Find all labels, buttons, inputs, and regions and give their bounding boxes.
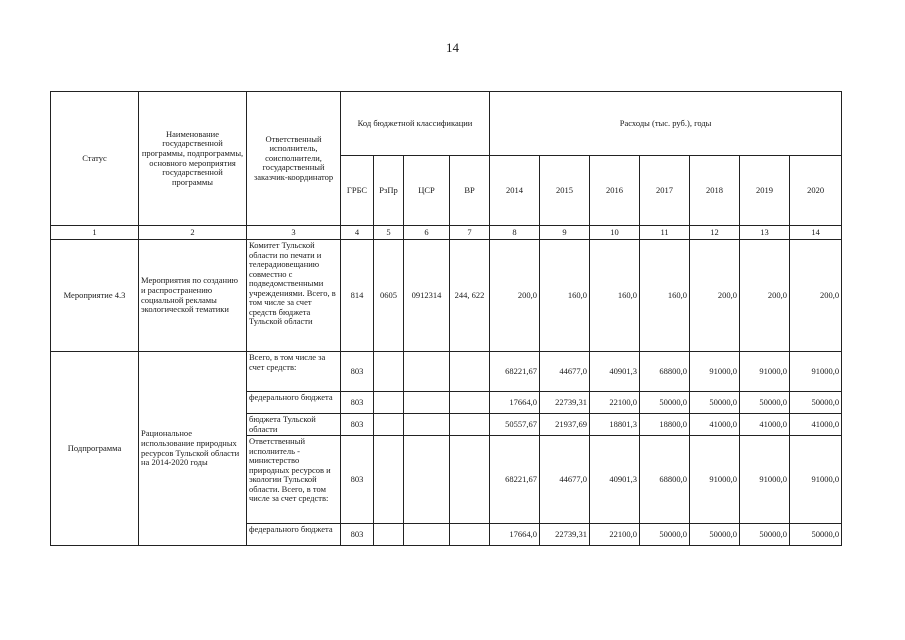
column-number: 6: [404, 226, 450, 240]
empty-cell: [374, 392, 404, 414]
budget-table: [50, 91, 842, 546]
row-value: 50000,0: [640, 524, 690, 546]
column-number: 12: [690, 226, 740, 240]
row-value: 160,0: [590, 240, 640, 352]
header-program-name: Наименование государственной программы, подпрограммы, основного мероприятия государственной программы: [139, 92, 247, 226]
empty-cell: [450, 436, 490, 524]
row-value: 17664,0: [490, 524, 540, 546]
row-value: 41000,0: [790, 414, 842, 436]
row-value: 41000,0: [740, 414, 790, 436]
row-value: 91000,0: [740, 436, 790, 524]
empty-cell: [404, 524, 450, 546]
row-executor: федерального бюджета: [247, 392, 341, 414]
row-executor: федерального бюджета: [247, 524, 341, 546]
header-year: 2018: [690, 156, 740, 226]
empty-cell: [450, 392, 490, 414]
empty-cell: [374, 436, 404, 524]
column-number: 4: [341, 226, 374, 240]
row-value: 50000,0: [690, 392, 740, 414]
column-number: 14: [790, 226, 842, 240]
empty-cell: [404, 392, 450, 414]
empty-cell: [404, 352, 450, 392]
column-number: 8: [490, 226, 540, 240]
row-value: 91000,0: [790, 436, 842, 524]
header-year: 2016: [590, 156, 640, 226]
row-value: 200,0: [740, 240, 790, 352]
row-grbs: 803: [341, 352, 374, 392]
row-grbs: 814: [341, 240, 374, 352]
header-year: 2015: [540, 156, 590, 226]
row-value: 41000,0: [690, 414, 740, 436]
column-number: 5: [374, 226, 404, 240]
table-row: [51, 240, 842, 352]
row-value: 68221,67: [490, 352, 540, 392]
header-year: 2014: [490, 156, 540, 226]
row-grbs: 803: [341, 524, 374, 546]
header-budget-code-group: Код бюджетной классификации: [341, 92, 490, 156]
row-executor: бюджета Тульской области: [247, 414, 341, 436]
row-value: 50000,0: [690, 524, 740, 546]
row-value: 18801,3: [590, 414, 640, 436]
row-value: 160,0: [640, 240, 690, 352]
header-code-csr: ЦСР: [404, 156, 450, 226]
row-value: 50000,0: [740, 392, 790, 414]
row-value: 68221,67: [490, 436, 540, 524]
header-code-grbs: ГРБС: [341, 156, 374, 226]
row-value: 50557,67: [490, 414, 540, 436]
empty-cell: [374, 524, 404, 546]
row-rzpr: 0605: [374, 240, 404, 352]
row-csr: 0912314: [404, 240, 450, 352]
empty-cell: [374, 414, 404, 436]
row-value: 160,0: [540, 240, 590, 352]
subprogram-name: Рациональное использование природных ресурсов Тульской области на 2014-2020 годы: [139, 352, 247, 546]
row-value: 68800,0: [640, 352, 690, 392]
row-executor: Комитет Тульской области по печати и телерадиовещанию совместно с подведомственными учреждениями. Всего, в том числе за счет средств бюджета Тульской области: [247, 240, 341, 352]
row-value: 91000,0: [790, 352, 842, 392]
empty-cell: [404, 414, 450, 436]
row-value: 44677,0: [540, 436, 590, 524]
row-value: 40901,3: [590, 436, 640, 524]
column-number: 10: [590, 226, 640, 240]
empty-cell: [450, 414, 490, 436]
row-value: 91000,0: [690, 436, 740, 524]
header-expenses-group: Расходы (тыс. руб.), годы: [490, 92, 842, 156]
row-value: 50000,0: [790, 524, 842, 546]
row-value: 91000,0: [690, 352, 740, 392]
subprogram-status: Подпрограмма: [51, 352, 139, 546]
row-value: 17664,0: [490, 392, 540, 414]
empty-cell: [450, 524, 490, 546]
row-value: 18800,0: [640, 414, 690, 436]
row-value: 200,0: [690, 240, 740, 352]
row-value: 91000,0: [740, 352, 790, 392]
empty-cell: [374, 352, 404, 392]
header-code-rzpr: РзПр: [374, 156, 404, 226]
row-grbs: 803: [341, 414, 374, 436]
row-value: 50000,0: [790, 392, 842, 414]
empty-cell: [404, 436, 450, 524]
column-number: 1: [51, 226, 139, 240]
row-value: 22739,31: [540, 524, 590, 546]
column-number: 9: [540, 226, 590, 240]
row-value: 200,0: [790, 240, 842, 352]
row-value: 22100,0: [590, 524, 640, 546]
row-vr: 244, 622: [450, 240, 490, 352]
column-number: 3: [247, 226, 341, 240]
header-year: 2017: [640, 156, 690, 226]
row-value: 21937,69: [540, 414, 590, 436]
column-number: 7: [450, 226, 490, 240]
header-executor: Ответственный исполнитель, соисполнители, государственный заказчик-координатор: [247, 92, 341, 226]
row-value: 68800,0: [640, 436, 690, 524]
header-code-vr: ВР: [450, 156, 490, 226]
empty-cell: [450, 352, 490, 392]
row-value: 200,0: [490, 240, 540, 352]
row-value: 40901,3: [590, 352, 640, 392]
page-number: 14: [446, 40, 459, 55]
header-year: 2019: [740, 156, 790, 226]
row-status: Мероприятие 4.3: [51, 240, 139, 352]
row-value: 50000,0: [740, 524, 790, 546]
header-year: 2020: [790, 156, 842, 226]
row-value: 22739,31: [540, 392, 590, 414]
column-number: 11: [640, 226, 690, 240]
table-row: [51, 352, 842, 392]
row-value: 22100,0: [590, 392, 640, 414]
row-grbs: 803: [341, 392, 374, 414]
header-status: Статус: [51, 92, 139, 226]
row-grbs: 803: [341, 436, 374, 524]
column-number: 2: [139, 226, 247, 240]
row-executor: Ответственный исполнитель - министерство природных ресурсов и экологии Тульской области. Всего, в том числе за счет средств:: [247, 436, 341, 524]
row-value: 44677,0: [540, 352, 590, 392]
row-value: 50000,0: [640, 392, 690, 414]
row-executor: Всего, в том числе за счет средств:: [247, 352, 341, 392]
column-number: 13: [740, 226, 790, 240]
row-name: Мероприятия по созданию и распространению социальной рекламы экологической тематики: [139, 240, 247, 352]
